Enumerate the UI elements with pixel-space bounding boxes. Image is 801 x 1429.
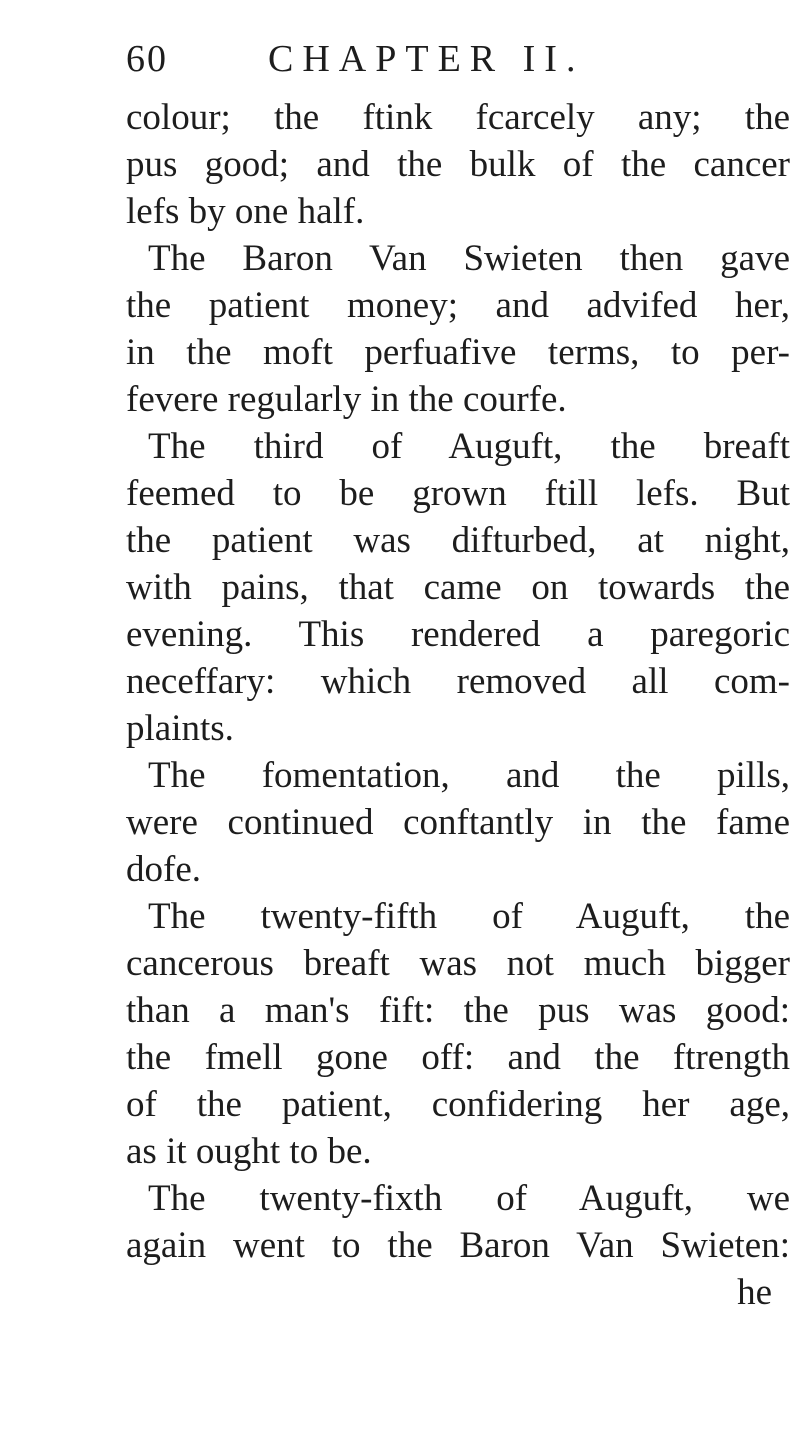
text-line: of the patient, confidering her age, xyxy=(126,1084,790,1125)
text-line: lefs by one half. xyxy=(126,191,365,232)
text-line: with pains, that came on towards the xyxy=(126,567,790,608)
body-text xyxy=(126,94,790,1316)
text-line: The twenty-fixth of Auguft, we xyxy=(148,1178,790,1219)
text-line: pus good; and the bulk of the cancer xyxy=(126,144,790,185)
text-line: were continued conftantly in the fame xyxy=(126,802,790,843)
catchword: he xyxy=(737,1272,772,1313)
text-line: the patient was difturbed, at night, xyxy=(126,520,790,561)
text-line: fevere regularly in the courfe. xyxy=(126,379,567,420)
text-line: in the moft perfuafive terms, to per- xyxy=(126,332,790,373)
text-line: the patient money; and advifed her, xyxy=(126,285,790,326)
text-line: dofe. xyxy=(126,849,201,890)
page-header xyxy=(126,34,766,84)
text-line: plaints. xyxy=(126,708,234,749)
text-line: the fmell gone off: and the ftrength xyxy=(126,1037,790,1078)
running-head: CHAPTER II. xyxy=(268,38,585,80)
text-line: cancerous breaft was not much bigger xyxy=(126,943,790,984)
text-line: feemed to be grown ftill lefs. But xyxy=(126,473,790,514)
text-line: as it ought to be. xyxy=(126,1131,372,1172)
text-line: again went to the Baron Van Swieten: xyxy=(126,1225,790,1266)
text-line: than a man's fift: the pus was good: xyxy=(126,990,790,1031)
text-line: neceffary: which removed all com- xyxy=(126,661,790,702)
text-line: evening. This rendered a paregoric xyxy=(126,614,790,655)
text-line: The twenty-fifth of Auguft, the xyxy=(148,896,790,937)
page-number: 60 xyxy=(126,38,168,80)
text-line: colour; the ftink fcarcely any; the xyxy=(126,97,790,138)
text-line: The third of Auguft, the breaft xyxy=(148,426,790,467)
text-line: The fomentation, and the pills, xyxy=(148,755,790,796)
text-line: The Baron Van Swieten then gave xyxy=(148,238,790,279)
